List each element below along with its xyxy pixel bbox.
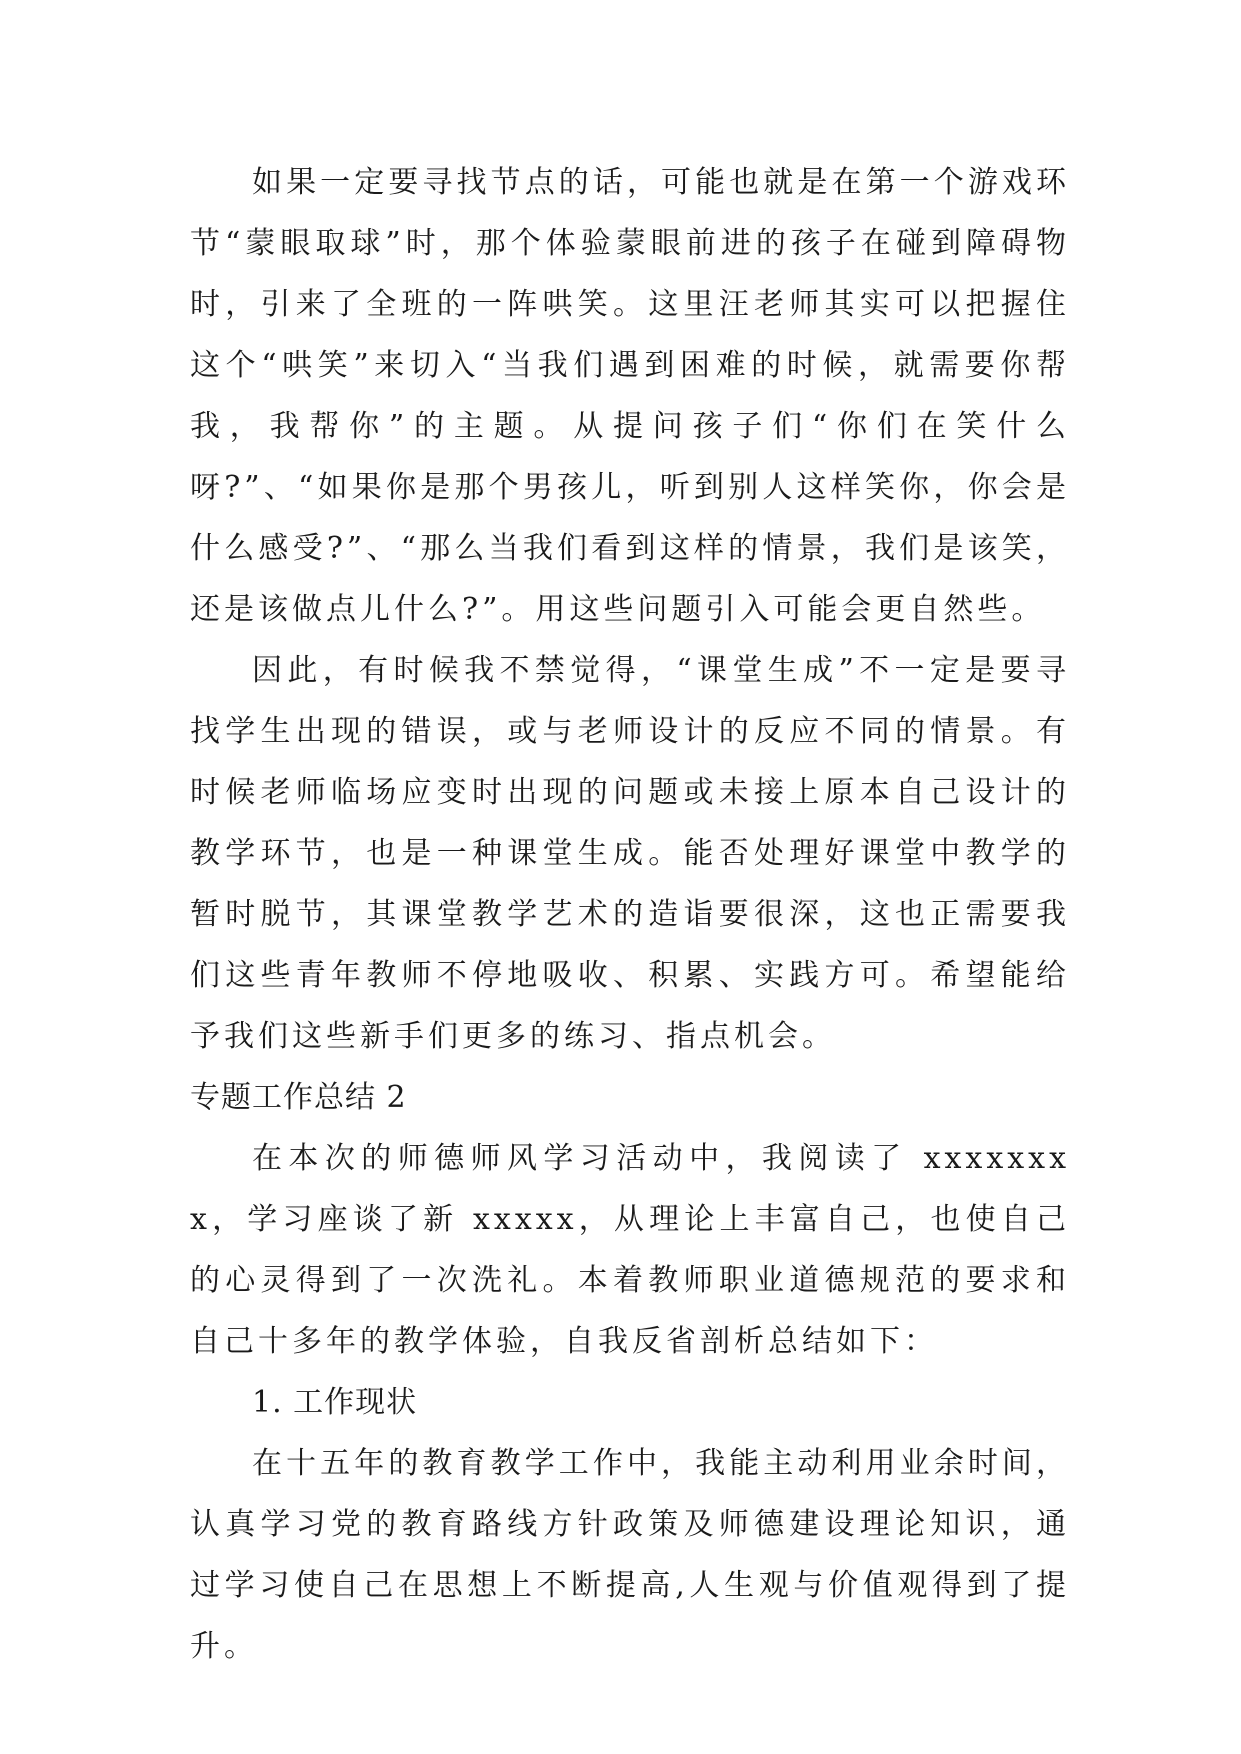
body-paragraph: 如果一定要寻找节点的话，可能也就是在第一个游戏环节“蒙眼取球”时，那个体验蒙眼前进的孩子在碰到障碍物时，引来了全班的一阵哄笑。这里汪老师其实可以把握住这个“哄笑”来切入“当我们遇到困难的时候，就需要你帮我，我帮你”的主题。从提问孩子们“你们在笑什么呀?”、“如果你是那个男孩儿，听到别人这样笑你，你会是什么感受?”、“那么当我们看到这样的情景，我们是该笑，还是该做点儿什么?”。用这些问题引入可能会更自然些。: [190, 165, 1070, 627]
section-title: 专题工作总结 2: [190, 1080, 407, 1115]
document-body: [190, 152, 1070, 1677]
body-paragraph: 因此，有时候我不禁觉得，“课堂生成”不一定是要寻找学生出现的错误，或与老师设计的反应不同的情景。有时候老师临场应变时出现的问题或未接上原本自己设计的教学环节，也是一种课堂生成。能否处理好课堂中教学的暂时脱节，其课堂教学艺术的造诣要很深，这也正需要我们这些青年教师不停地吸收、积累、实践方可。希望能给予我们这些新手们更多的练习、指点机会。: [190, 653, 1070, 1054]
body-paragraph: 在十五年的教育教学工作中，我能主动利用业余时间，认真学习党的教育路线方针政策及师德建设理论知识，通过学习使自己在思想上不断提高,人生观与价值观得到了提升。: [190, 1446, 1070, 1664]
body-paragraph: 在本次的师德师风学习活动中，我阅读了 xxxxxxxx，学习座谈了新 xxxxx，从理论上丰富自己，也使自己的心灵得到了一次洗礼。本着教师职业道德规范的要求和自己十多年的教学体验，自我反省剖析总结如下：: [190, 1141, 1070, 1359]
subsection-title: 1. 工作现状: [252, 1385, 418, 1420]
